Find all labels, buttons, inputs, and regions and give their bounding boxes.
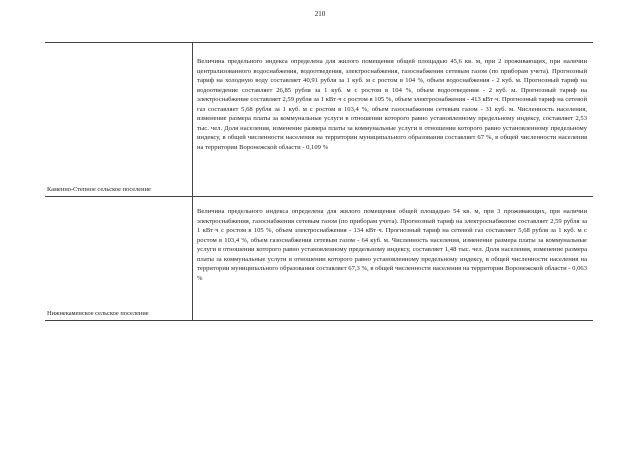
settlement-index-table (45, 42, 593, 321)
index-description: Величина предельного индекса определена для жилого помещения общей площадью 54 кв. м, при 3 проживающих, при наличии электроснабжения, газоснабжения сетевым газом (по приборам учета). Прогнозный тариф на электроснабжение составляет 2,59 рубля за 1 кВт·ч с ростом в 105 %, объем электроснабжения - 134 кВт·ч. Прогнозный тариф на сетевой газ составляет 5,68 рубля за 1 куб. м с ростом в 103,4 %, объем газоснабжения сетевым газом - 64 куб. м. Численность населения, изменение размера платы за коммунальные услуги в отношении которого равно установленному предельному индексу, составляет 1,48 тыс. чел. Доля населения, изменение размера платы за коммунальные услуги в отношении которого равно установленному предельному индексу, в общей численности населения на территории муниципального образования составляет 67,3 %, в общей численности населения на территории Воронежской области - 0,063 % (197, 208, 587, 282)
settlement-name: Нижнекаменское сельское поселение (47, 310, 149, 317)
page-number: 210 (314, 10, 326, 18)
table-row (45, 43, 593, 197)
index-description: Величина предельного индекса определена для жилого помещения общей площадью 45,6 кв. м, при 2 проживающих, при наличии централизованного водоснабжения, водоотведения, электроснабжения, газоснабжения сетевым газом (по приборам учета). Прогнозный тариф на холодную воду составляет 40,91 рубля за 1 куб. м с ростом в 104 %, объем водоснабжения - 2 куб. м. Прогнозный тариф на водоотведение составляет 26,85 рубля за 1 куб. м с ростом в 104 %, объем водоотведения - 2 куб. м. Прогнозный тариф на электроснабжение составляет 2,59 рубля за 1 кВт·ч с ростом в 105 %, объем электроснабжения - 413 кВт·ч. Прогнозный тариф на сетевой газ составляет 5,68 рубля за 1 куб. м с ростом в 103,4 %, объем газоснабжения сетевым газом - 31 куб. м. Численность населения, изменение размера платы за коммунальные услуги в отношении которого равно установленному предельному индексу, составляет 2,53 тыс. чел. Доля населения, изменение размера платы за коммунальные услуги в отношении которого равно установленному предельному индексу, в общей численности населения на территории муниципального образования составляет 67 %, в общей численности населения на территории Воронежской области - 0,109 % (197, 58, 587, 151)
settlement-cell (45, 197, 193, 321)
description-cell (193, 43, 594, 197)
settlement-name: Каменно-Степное сельское поселение (47, 186, 151, 193)
table-row (45, 197, 593, 321)
settlement-cell (45, 43, 193, 197)
description-cell (193, 197, 594, 321)
